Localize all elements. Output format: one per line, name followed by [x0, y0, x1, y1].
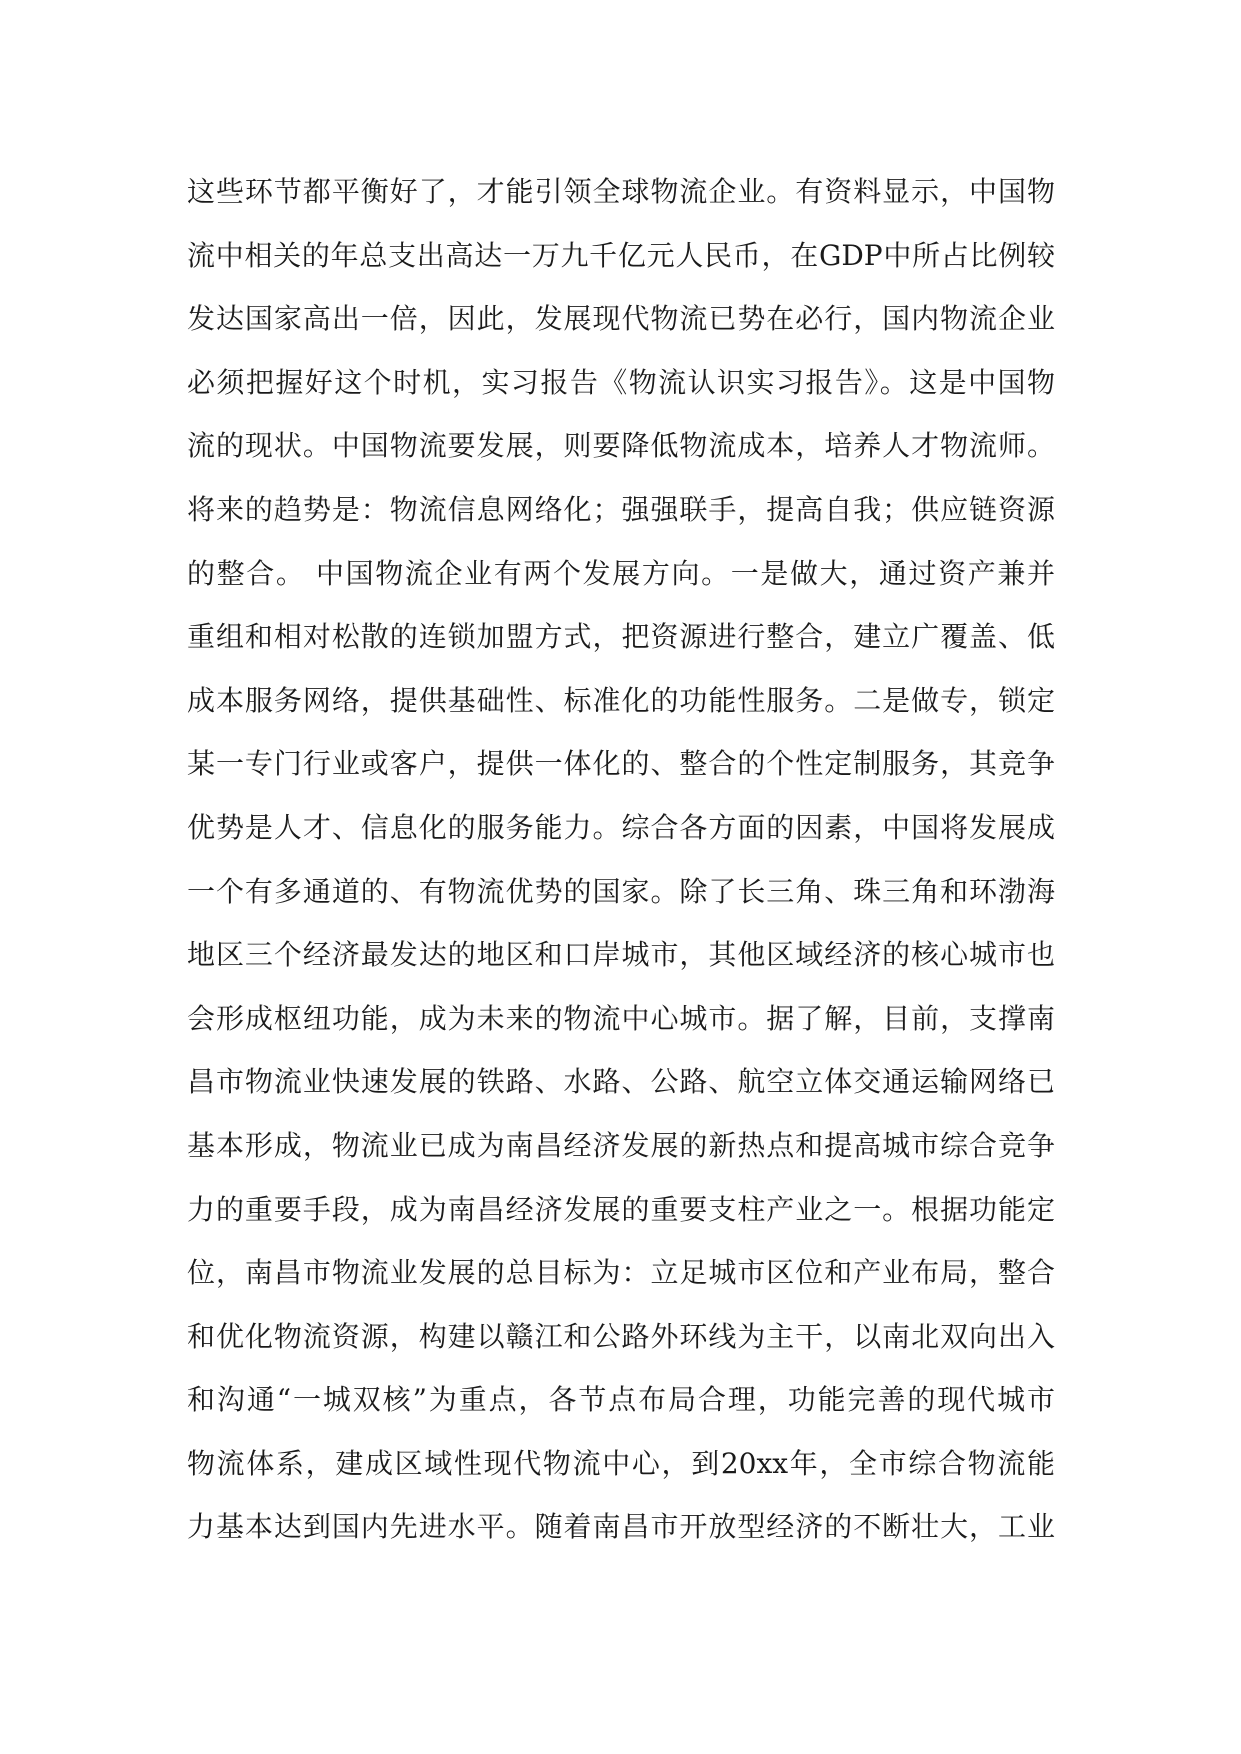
text-line: 和优化物流资源，构建以赣江和公路外环线为主干，以南北双向出入 — [187, 1319, 1055, 1353]
body-text — [187, 160, 1055, 1559]
text-line: 物流体系，建成区域性现代物流中心，到20xx年，全市综合物流能 — [187, 1446, 1055, 1480]
text-line: 力基本达到国内先进水平。随着南昌市开放型经济的不断壮大，工业 — [187, 1510, 1055, 1544]
text-line: 成本服务网络，提供基础性、标准化的功能性服务。二是做专，锁定 — [187, 683, 1055, 717]
text-line: 会形成枢纽功能，成为未来的物流中心城市。据了解，目前，支撑南 — [187, 1001, 1055, 1035]
text-line: 的整合。 中国物流企业有两个发展方向。一是做大，通过资产兼并 — [187, 556, 1055, 590]
text-line: 某一专门行业或客户，提供一体化的、整合的个性定制服务，其竞争 — [187, 747, 1055, 781]
text-line: 流中相关的年总支出高达一万九千亿元人民币，在GDP中所占比例较 — [187, 238, 1055, 272]
text-line: 流的现状。中国物流要发展，则要降低物流成本，培养人才物流师。 — [187, 429, 1055, 463]
text-line: 必须把握好这个时机，实习报告《物流认识实习报告》。这是中国物 — [187, 365, 1055, 399]
text-line: 优势是人才、信息化的服务能力。综合各方面的因素，中国将发展成 — [187, 810, 1055, 844]
text-line: 基本形成，物流业已成为南昌经济发展的新热点和提高城市综合竞争 — [187, 1128, 1055, 1162]
text-line: 位，南昌市物流业发展的总目标为：立足城市区位和产业布局，整合 — [187, 1256, 1055, 1290]
text-line: 昌市物流业快速发展的铁路、水路、公路、航空立体交通运输网络已 — [187, 1065, 1055, 1099]
text-line: 将来的趋势是：物流信息网络化；强强联手，提高自我；供应链资源 — [187, 492, 1055, 526]
text-line: 这些环节都平衡好了，才能引领全球物流企业。有资料显示，中国物 — [187, 175, 1055, 208]
text-line: 重组和相对松散的连锁加盟方式，把资源进行整合，建立广覆盖、低 — [187, 620, 1055, 654]
text-line: 和沟通“一城双核”为重点，各节点布局合理，功能完善的现代城市 — [187, 1383, 1055, 1417]
text-line: 力的重要手段，成为南昌经济发展的重要支柱产业之一。根据功能定 — [187, 1192, 1055, 1226]
text-line: 一个有多通道的、有物流优势的国家。除了长三角、珠三角和环渤海 — [187, 874, 1055, 908]
text-line: 发达国家高出一倍，因此，发展现代物流已势在必行，国内物流企业 — [187, 302, 1055, 336]
text-line: 地区三个经济最发达的地区和口岸城市，其他区域经济的核心城市也 — [187, 938, 1055, 972]
